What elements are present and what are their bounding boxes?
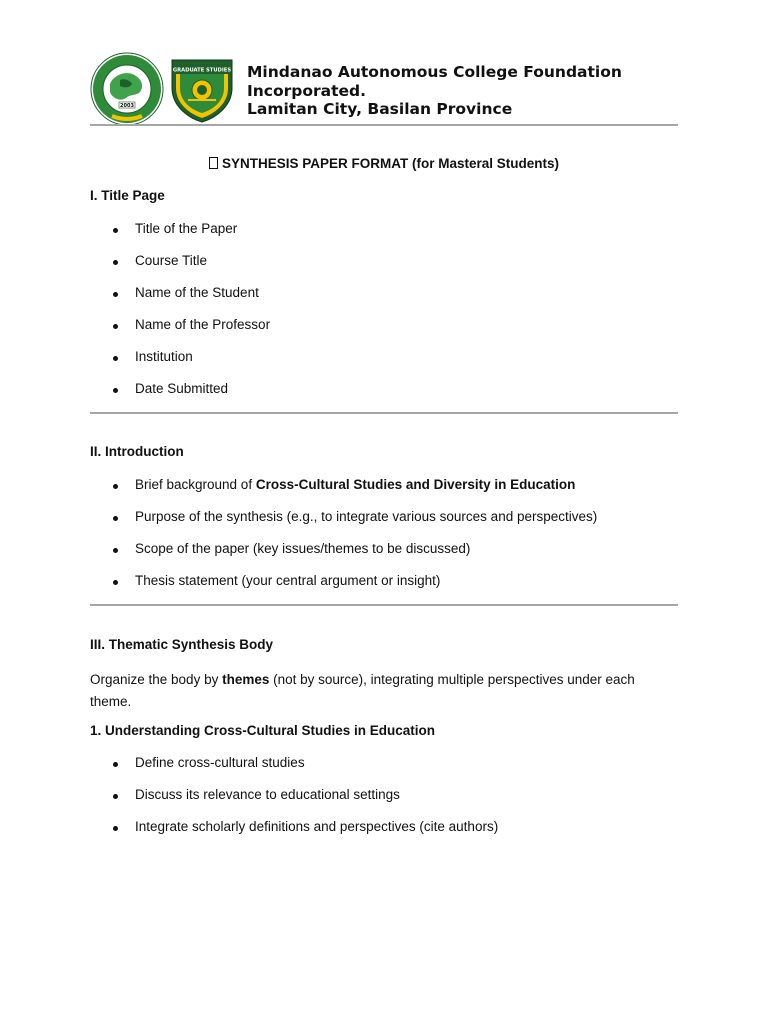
section-1-heading: I. Title Page <box>90 188 165 203</box>
intro-emphasis: themes <box>222 672 270 687</box>
bullet-icon <box>113 794 118 799</box>
list-item-text: Institution <box>135 349 193 364</box>
college-address: Lamitan City, Basilan Province <box>247 100 513 118</box>
intro-prefix: Organize the body by <box>90 672 223 687</box>
bullet-icon <box>113 228 118 233</box>
document-title <box>0 156 768 171</box>
header-divider <box>90 124 678 126</box>
missing-glyph-icon <box>209 157 218 169</box>
bullet-icon <box>113 580 118 585</box>
section-3-heading: III. Thematic Synthesis Body <box>90 637 274 652</box>
college-seal-logo <box>90 52 164 126</box>
bullet-icon <box>113 356 118 361</box>
intro-suffix: (not by source), integrating multiple perspectives under each theme. <box>90 672 635 709</box>
bullet-icon <box>113 762 118 767</box>
bullet-icon <box>113 388 118 393</box>
list-item-text: Discuss its relevance to educational settings <box>135 787 400 802</box>
list-item-text-prefix: Brief background of <box>135 477 256 492</box>
section-3-intro <box>90 669 660 713</box>
list-item-text: Thesis statement (your central argument or insight) <box>135 573 441 588</box>
bullet-icon <box>113 826 118 831</box>
bullet-icon <box>113 324 118 329</box>
list-item-text: Name of the Student <box>135 285 259 300</box>
list-item-text: Purpose of the synthesis (e.g., to integrate various sources and perspectives) <box>135 509 598 524</box>
list-item-text: Define cross-cultural studies <box>135 755 305 770</box>
graduate-studies-seal-logo <box>168 54 236 124</box>
section-3-sub-heading: 1. Understanding Cross-Cultural Studies in Education <box>90 723 436 738</box>
bullet-icon <box>113 516 118 521</box>
bullet-icon <box>113 292 118 297</box>
section-2-heading: II. Introduction <box>90 444 184 459</box>
document-header <box>90 48 678 126</box>
section-divider <box>90 412 678 414</box>
list-item-text: Title of the Paper <box>135 221 238 236</box>
bullet-icon <box>113 484 118 489</box>
list-item-text: Integrate scholarly definitions and perspectives (cite authors) <box>135 819 499 834</box>
list-item-text: Date Submitted <box>135 381 229 396</box>
section-divider <box>90 604 678 606</box>
list-item-text: Course Title <box>135 253 208 268</box>
bullet-icon <box>113 260 118 265</box>
list-item-text: Name of the Professor <box>135 317 271 332</box>
college-name-line-1: Mindanao Autonomous College Foundation <box>247 63 622 81</box>
list-item-text <box>135 477 575 492</box>
svg-text:GRADUATE STUDIES: GRADUATE STUDIES <box>172 67 232 74</box>
college-name-line-2: Incorporated. <box>247 81 367 100</box>
list-item-text-emphasis: Cross-Cultural Studies and Diversity in Education <box>255 477 576 492</box>
svg-text:2003: 2003 <box>120 103 134 109</box>
list-item-text: Scope of the paper (key issues/themes to be discussed) <box>135 541 471 556</box>
bullet-icon <box>113 548 118 553</box>
college-name-block <box>247 63 622 119</box>
document-title-text: SYNTHESIS PAPER FORMAT (for Masteral Students) <box>221 156 560 171</box>
